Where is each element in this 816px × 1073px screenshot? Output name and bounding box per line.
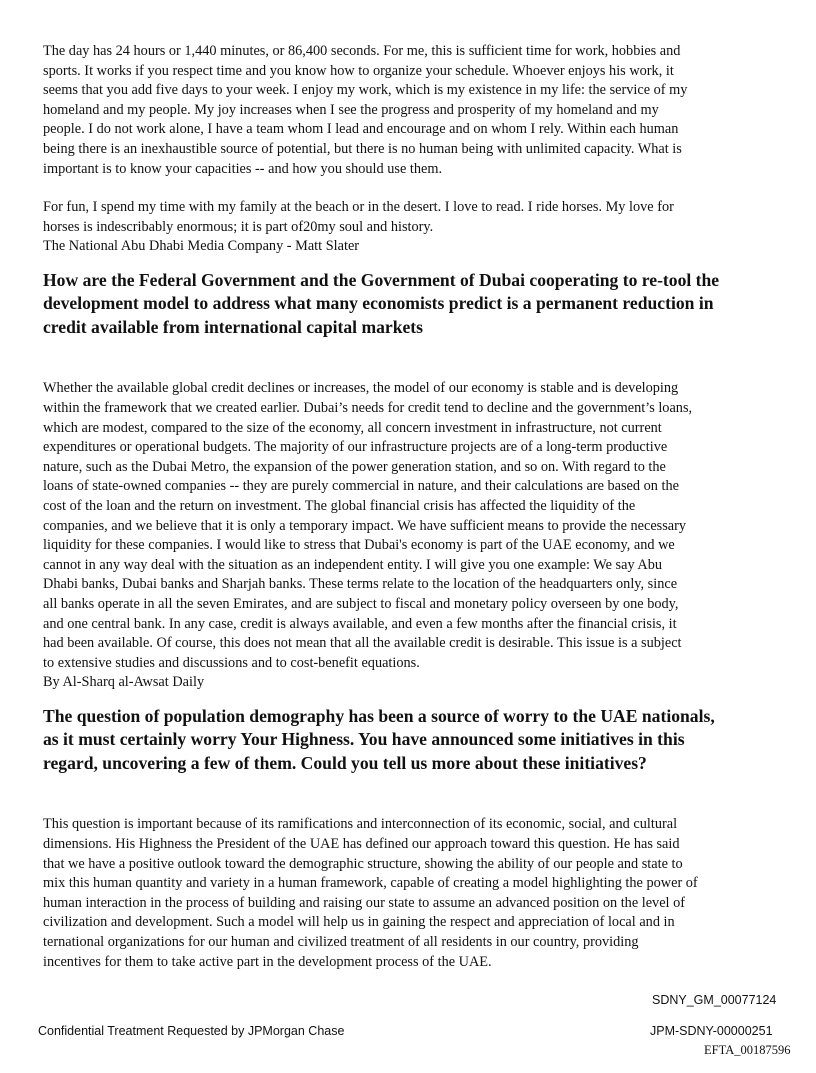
heading-line: How are the Federal Government and the Government of Dubai cooperating to re-tool the (43, 269, 720, 290)
answer-paragraph-2 (43, 815, 763, 972)
text-line: which are modest, compared to the size of the economy, all concern investment in infrastructure, not current (43, 419, 662, 436)
document-page (43, 42, 763, 972)
text-line: For fun, I spend my time with my family at the beach or in the desert. I love to read. I ride horses. My love for (43, 199, 674, 216)
text-line: expenditures or operational budgets. The majority of our infrastructure projects are of a long-term productive (43, 439, 668, 456)
text-line: incentives for them to take active part in the development process of the UAE. (43, 953, 492, 970)
text-line: homeland and my people. My joy increases when I see the progress and prosperity of my homeland and my (43, 101, 659, 118)
intro-paragraph-1 (43, 42, 763, 179)
text-line: Dhabi banks, Dubai banks and Sharjah banks. These terms relate to the location of the headquarters only, since (43, 576, 678, 593)
text-line: liquidity for these companies. I would like to stress that Dubai's economy is part of the UAE economy, and we (43, 537, 675, 554)
text-line: people. I do not work alone, I have a team whom I lead and encourage and on whom I rely. Within each human (43, 121, 679, 138)
text-line: and one central bank. In any case, credit is always available, and even a few months after the financial crisis, it (43, 615, 677, 632)
text-line: This question is important because of its ramifications and interconnection of its economic, social, and cultural (43, 816, 678, 833)
text-line: horses is indescribably enormous; it is part of20my soul and history. (43, 218, 434, 235)
text-line: important is to know your capacities -- and how you should use them. (43, 160, 443, 177)
heading-line: development model to address what many economists predict is a permanent reduction in (43, 293, 714, 314)
text-line: within the framework that we created earlier. Dubai’s needs for credit tend to decline and the government’s loans, (43, 400, 693, 417)
text-line: all banks operate in all the seven Emirates, and are subject to fiscal and monetary policy overseen by one body, (43, 595, 679, 612)
text-line: dimensions. His Highness the President of the UAE has defined our approach toward this question. He has said (43, 836, 680, 853)
text-line: sports. It works if you respect time and you know how to organize your schedule. Whoever enjoys his work, it (43, 62, 674, 79)
text-line: companies, and we believe that it is only a temporary impact. We have sufficient means to provide the necessary (43, 517, 687, 534)
text-line: cannot in any way deal with the situation as an independent entity. I will give you one example: We say Abu (43, 556, 663, 573)
text-line: Whether the available global credit declines or increases, the model of our economy is stable and is developing (43, 380, 679, 397)
bates-efta: EFTA_00187596 (704, 1043, 791, 1057)
text-line: civilization and development. Such a model will help us in gaining the respect and appreciation of local and in (43, 914, 675, 931)
text-line: The day has 24 hours or 1,440 minutes, or 86,400 seconds. For me, this is sufficient time for work, hobbies and (43, 43, 681, 59)
text-line: seems that you add five days to your week. I enjoy my work, which is my existence in my life: the service of my (43, 82, 688, 99)
text-line: that we have a positive outlook toward the demographic structure, showing the ability of our people and state to (43, 855, 683, 872)
text-line: mix this human quantity and variety in a human framework, capable of creating a model highlighting the power of (43, 875, 698, 892)
source-attribution: The National Abu Dhabi Media Company - Matt Slater (43, 238, 360, 255)
question-heading-1 (43, 269, 763, 340)
heading-line: as it must certainly worry Your Highness. You have announced some initiatives in this (43, 729, 685, 750)
intro-paragraph-2 (43, 198, 763, 257)
heading-line: credit available from international capital markets (43, 316, 424, 337)
heading-line: regard, uncovering a few of them. Could you tell us more about these initiatives? (43, 752, 647, 773)
text-line: being there is an inexhaustible source of potential, but there is no human being with unlimited capacity. What is (43, 140, 682, 157)
text-line: human interaction in the process of building and raising our state to assume an advanced position on the level of (43, 894, 686, 911)
answer-paragraph-1 (43, 379, 763, 693)
text-line: ternational organizations for our human and civilized treatment of all residents in our country, providing (43, 934, 639, 950)
text-line: loans of state-owned companies -- they are purely commercial in nature, and their calculations are based on the (43, 478, 679, 495)
question-heading-2 (43, 705, 763, 776)
confidential-notice: Confidential Treatment Requested by JPMorgan Chase (38, 1024, 345, 1038)
text-line: to extensive studies and discussions and to cost-benefit equations. (43, 654, 420, 671)
text-line: cost of the loan and the return on investment. The global financial crisis has affected the liquidity of the (43, 498, 636, 514)
text-line: had been available. Of course, this does not mean that all the available credit is desirable. This issue is a subject (43, 635, 682, 652)
source-attribution: By Al-Sharq al-Awsat Daily (43, 674, 205, 691)
bates-sdny-gm: SDNY_GM_00077124 (652, 993, 777, 1007)
bates-jpm: JPM-SDNY-00000251 (650, 1024, 773, 1038)
heading-line: The question of population demography has been a source of worry to the UAE nationals, (43, 705, 715, 726)
text-line: nature, such as the Dubai Metro, the expansion of the power generation station, and so on. With regard to the (43, 458, 666, 475)
